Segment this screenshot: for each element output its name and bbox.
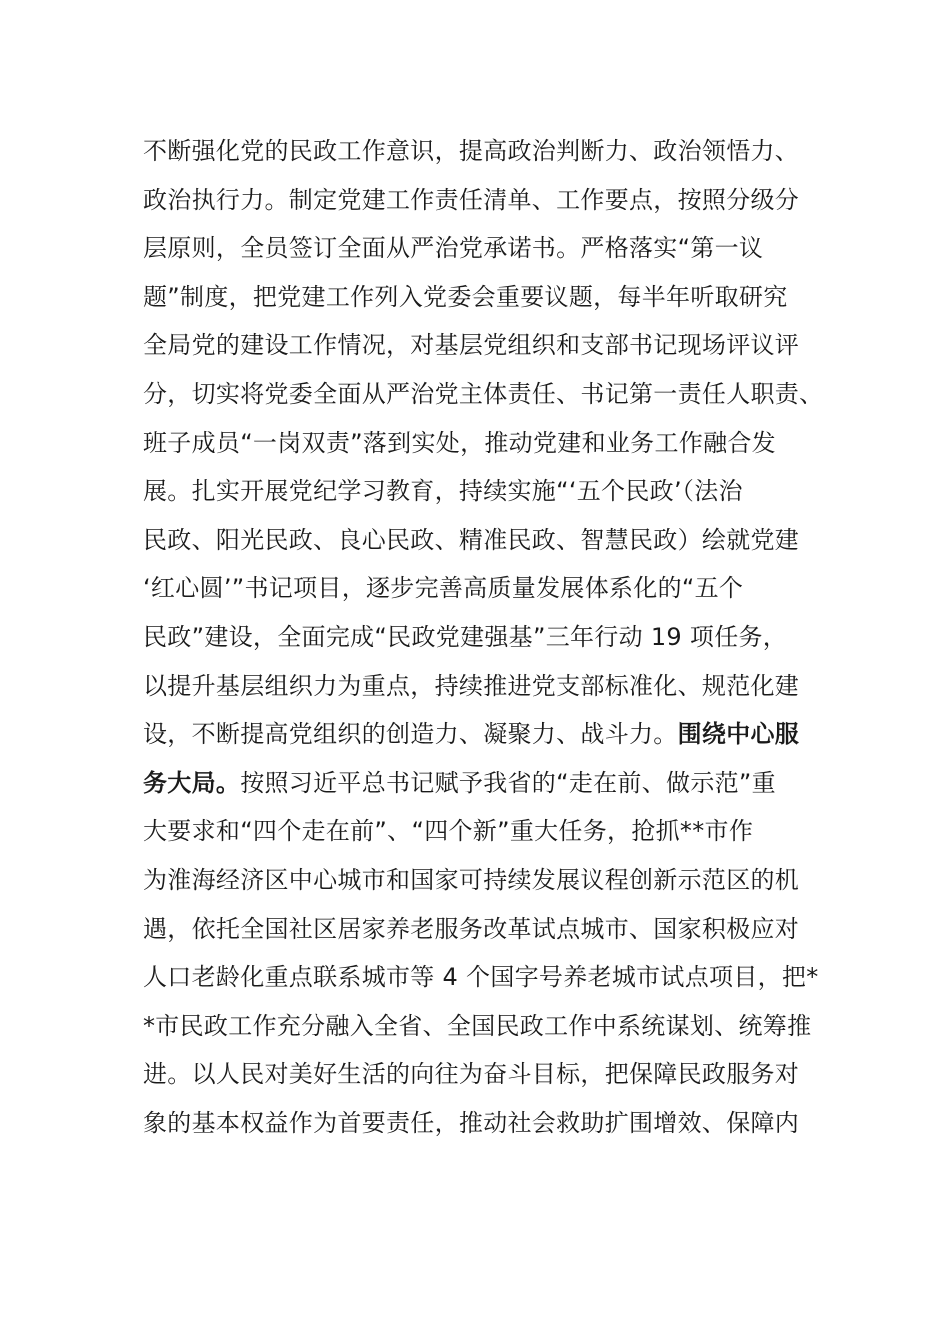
text-line: ‘红心圆’”书记项目，逐步完善高质量发展体系化的“五个 (143, 574, 744, 603)
text-line: 政治执行力。制定党建工作责任清单、工作要点，按照分级分 (143, 185, 800, 214)
text-line: 不断强化党的民政工作意识，提高政治判断力、政治领悟力、 (143, 137, 800, 165)
text-line: 人口老龄化重点联系城市等 4 个国字号养老城市试点项目，把* (143, 963, 819, 992)
text-line: *市民政工作充分融入全省、全国民政工作中系统谋划、统筹推 (143, 1011, 812, 1040)
text-segment: 设，不断提高党组织的创造力、凝聚力、战斗力。 (143, 720, 678, 749)
text-line: 象的基本权益作为首要责任，推动社会救助扩围增效、保障内 (143, 1108, 800, 1137)
text-line: 遇，依托全国社区居家养老服务改革试点城市、国家积极应对 (143, 914, 800, 943)
inline-heading: 务大局。 (143, 768, 241, 797)
text-line: 进。以人民对美好生活的向往为奋斗目标，把保障民政服务对 (143, 1060, 800, 1089)
text-line-with-heading (143, 710, 823, 759)
text-line: 分，切实将党委全面从严治党主体责任、书记第一责任人职责、 (143, 379, 824, 408)
inline-heading: 围绕中心服 (677, 720, 800, 749)
text-line: 民政”建设，全面完成“民政党建强基”三年行动 19 项任务， (143, 622, 788, 651)
text-line: 全局党的建设工作情况，对基层党组织和支部书记现场评议评 (143, 331, 800, 360)
text-line: 展。扎实开展党纪学习教育，持续实施“‘五个民政’（法治 (143, 477, 743, 506)
text-line: 民政、阳光民政、良心民政、精准民政、智慧民政）绘就党建 (143, 525, 800, 554)
text-line: 为淮海经济区中心城市和国家可持续发展议程创新示范区的机 (143, 865, 800, 894)
body-text (143, 127, 823, 1147)
text-segment: 按照习近平总书记赋予我省的“走在前、做示范”重 (240, 768, 776, 797)
text-line: 题”制度，把党建工作列入党委会重要议题，每半年听取研究 (143, 282, 788, 311)
text-line: 层原则，全员签订全面从严治党承诺书。严格落实“第一议 (143, 234, 764, 263)
text-line: 以提升基层组织力为重点，持续推进党支部标准化、规范化建 (143, 671, 800, 700)
text-line: 大要求和“四个走在前”、“四个新”重大任务，抢抓**市作 (143, 817, 754, 846)
text-line: 班子成员“一岗双责”落到实处，推动党建和业务工作融合发 (143, 428, 776, 457)
text-line-with-heading (143, 759, 823, 808)
